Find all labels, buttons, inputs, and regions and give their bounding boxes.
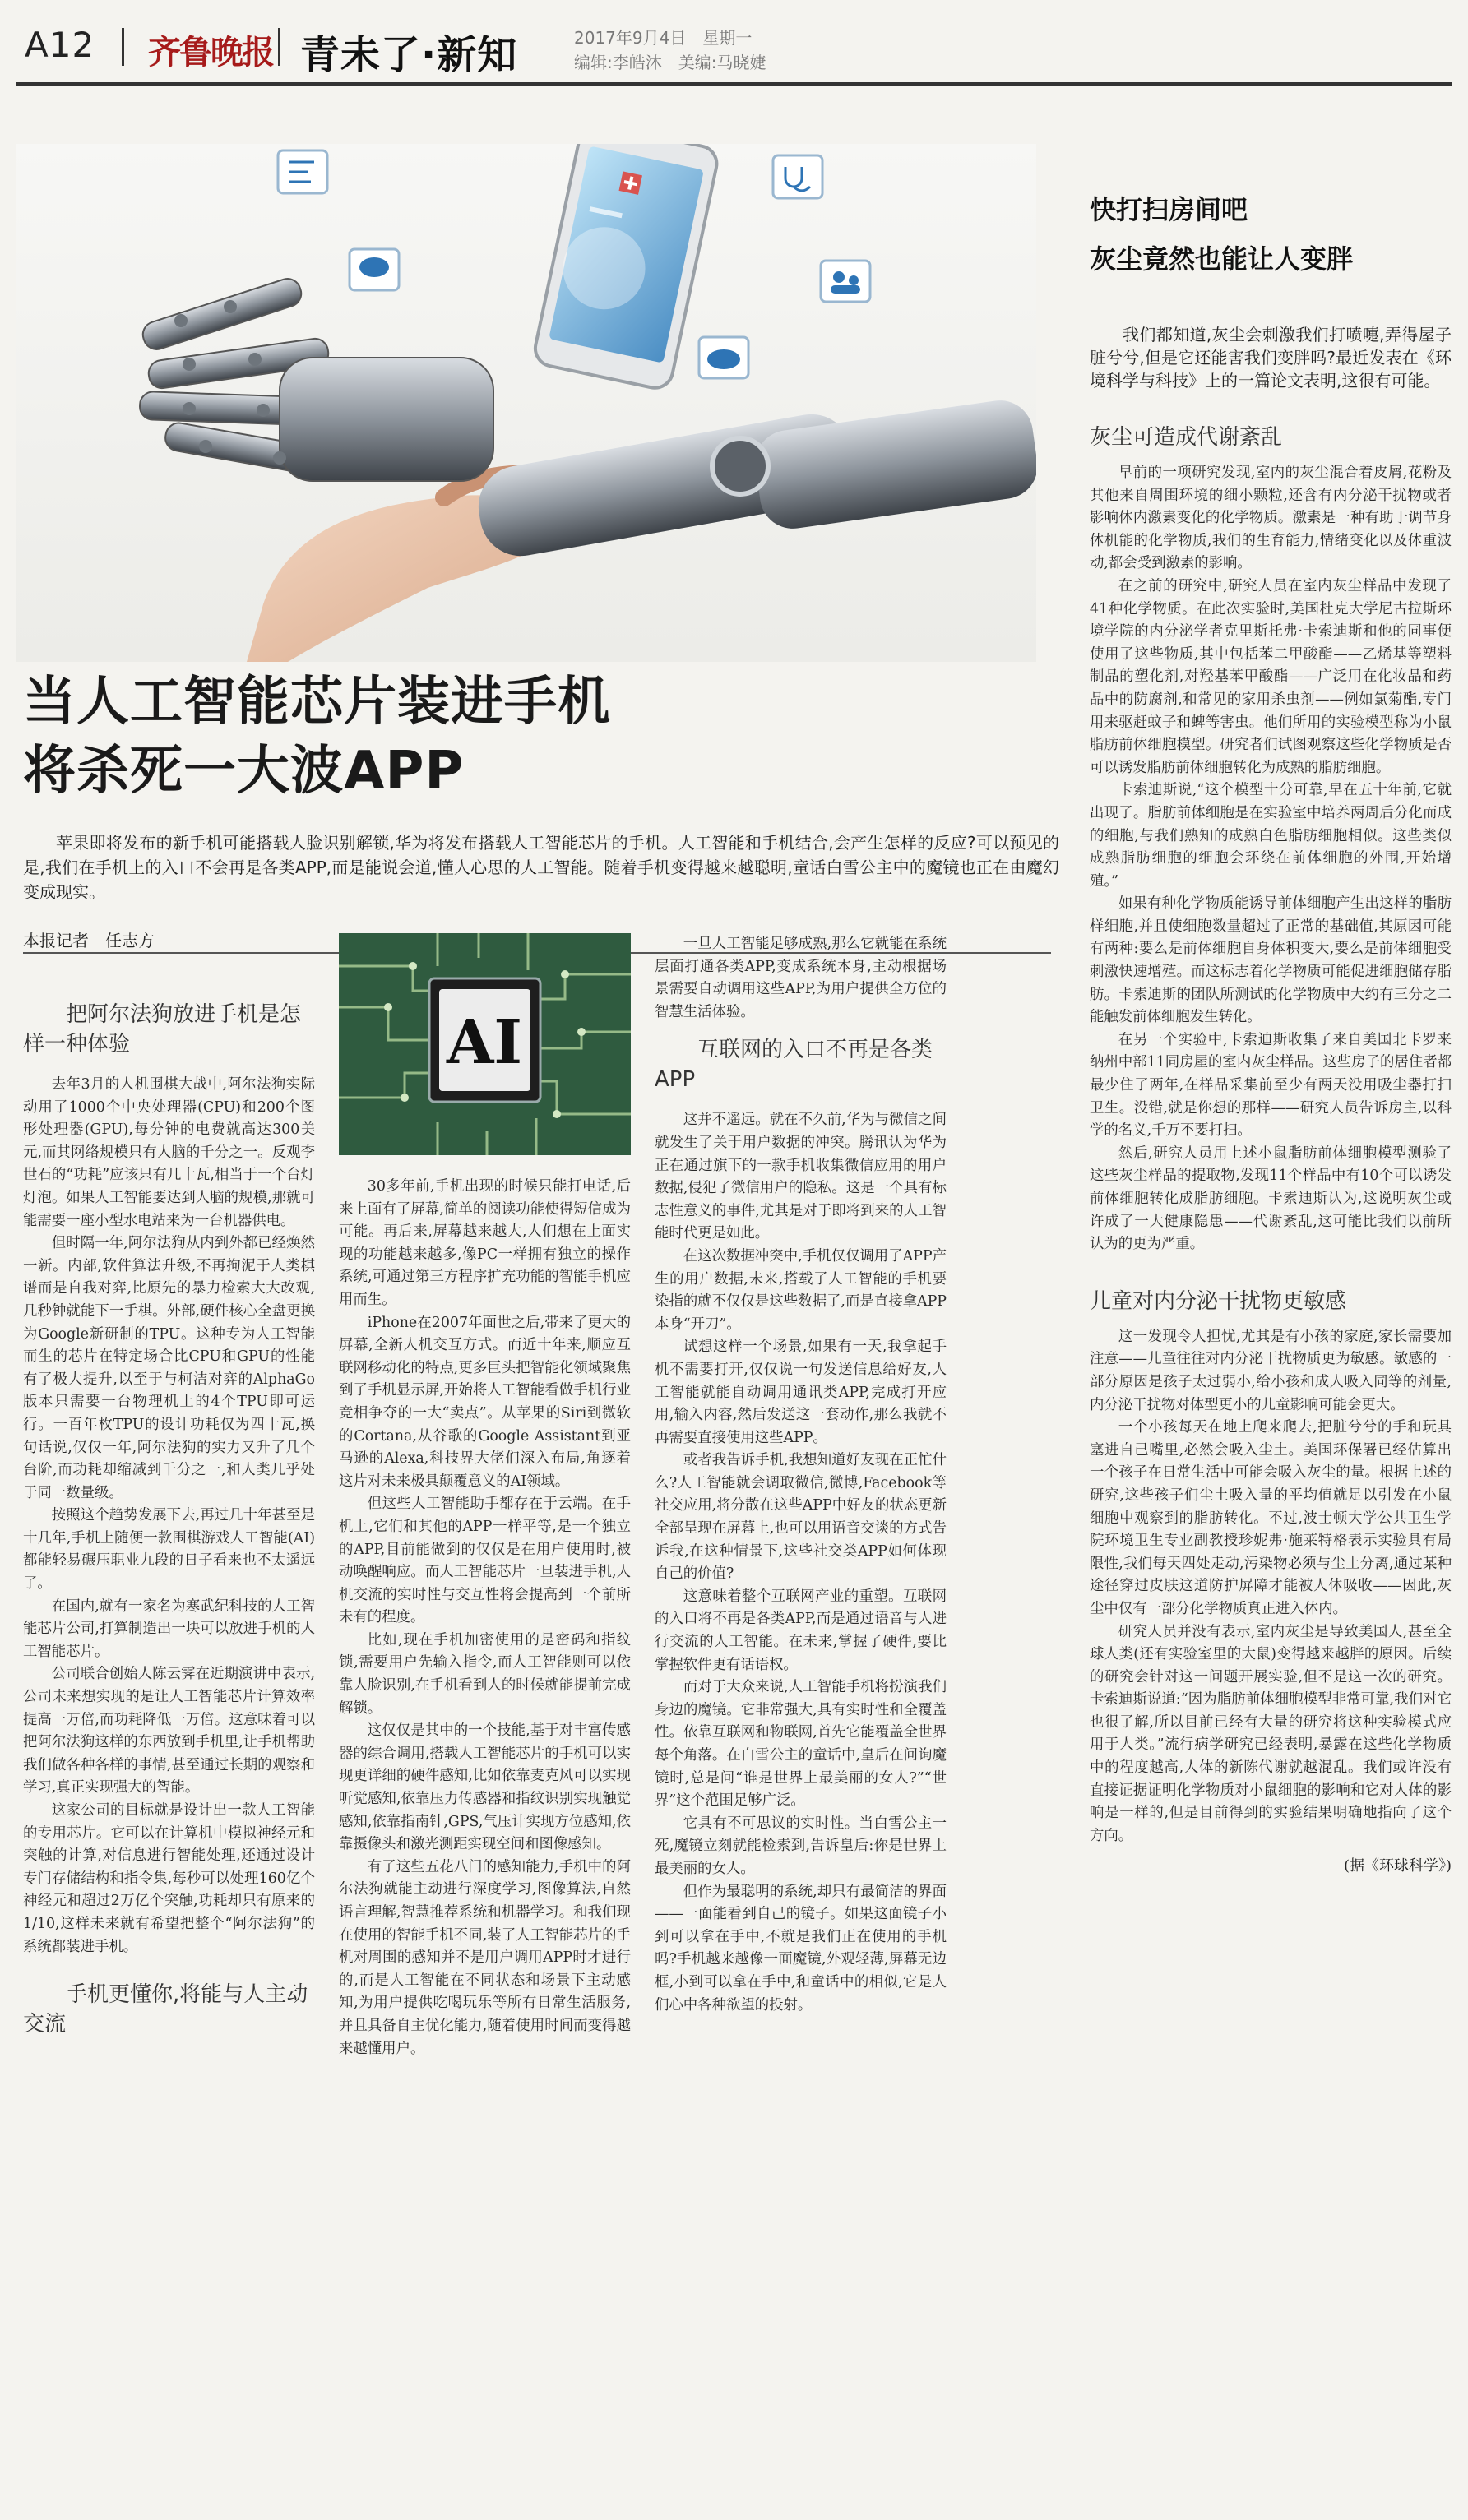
paragraph: 这意味着整个互联网产业的重塑。互联网的入口将不再是各类APP,而是通过语音与人进行交流的人工智能。在未来,掌握了硬件,要比掌握软件更有话语权。 — [655, 1588, 947, 1673]
paragraph: 但作为最聪明的系统,却只有最简洁的界面——一面能看到自己的镜子。如果这面镜子小到可以拿在手中,不就是我们正在使用的手机吗?手机越来越像一面魔镜,外观轻薄,屏幕无边框,小到可以拿在手中,和童话中的相似,它是人们心中各种欲望的投射。 — [655, 1883, 947, 2014]
paragraph: 早前的一项研究发现,室内的灰尘混合着皮屑,花粉及其他来自周围环境的细小颗粒,还含有内分泌干扰物或者影响体内激素变化的化学物质。激素是一种有助于调节身体机能的化学物质,我们的生育能力,情绪变化以及体重波动,都会受到激素的影响。 — [1090, 465, 1452, 572]
paragraph: 在国内,就有一家名为寒武纪科技的人工智能芯片公司,打算制造出一块可以放进手机的人工智能芯片。 — [23, 1598, 315, 1660]
paragraph: iPhone在2007年面世之后,带来了更大的屏幕,全新人机交互方式。而近十年来,顺应互联网移动化的特点,更多巨头把智能化领域聚焦到了手机显示屏,开始将人工智能看做手机行业竞相争夺的一大“卖点”。从苹果的Siri到微软的Cortana,从谷歌的Google Assistant到亚马逊的Alexa,科技界大佬们深入布局,角逐着这片对未来极具颠覆意义的AI领域。 — [339, 1314, 631, 1490]
masthead-rule — [16, 82, 1452, 86]
masthead — [16, 16, 1452, 78]
article-column-1 — [23, 995, 315, 2054]
sidebar-title-line-1: 快打扫房间吧 — [1090, 194, 1248, 225]
chip-label: AI — [446, 1007, 523, 1078]
ai-chip-image — [339, 933, 631, 1155]
byline: 本报记者 任志方 — [23, 931, 155, 950]
column-subheading: 手机更懂你,将能与人主动交流 — [23, 1982, 308, 2037]
sidebar-title-line-2: 灰尘竟然也能让人变胖 — [1090, 243, 1354, 275]
paragraph: 这家公司的目标就是设计出一款人工智能的专用芯片。它可以在计算机中模拟神经元和突触的计算,对信息进行智能处理,还通过设计专门存储结构和指令集,每秒可以处理160亿个神经元和超过2万亿个突触,功耗却只有原来的1/10,这样未来就有希望把整个“阿尔法狗”的系统都装进手机。 — [23, 1802, 315, 1955]
paragraph: 卡索迪斯说,“这个模型十分可靠,早在五十年前,它就出现了。脂肪前体细胞是在实验室中培养两周后分化而成的细胞,与我们熟知的成熟白色脂肪细胞相似。这些类似成熟脂肪细胞的细胞会环绕在前体细胞的外围,开始增殖。” — [1090, 782, 1452, 890]
article-column-2 — [339, 1176, 631, 2060]
smartphone-image — [532, 144, 720, 391]
paragraph: 在另一个实验中,卡索迪斯收集了来自美国北卡罗来纳州中部11同房屋的室内灰尘样品。这些房子的居住者都最少住了两年,在样品采集前至少有两天没用吸尘器打扫卫生。没错,就是你想的那样——研究人员告诉房主,以科学的名义,千万不要打扫。 — [1090, 1031, 1452, 1140]
paragraph: 但这些人工智能助手都存在于云端。在手机上,它们和其他的APP一样平等,是一个独立的APP,目前能做到的仅仅是在用户使用时,被动唤醒响应。而人工智能芯片一旦装进手机,人机交流的实时性与交互性将会提高到一个前所未有的程度。 — [339, 1496, 631, 1626]
paragraph: 它具有不可思议的实时性。当白雪公主一死,魔镜立刻就能检索到,告诉皇后:你是世界上最美丽的女人。 — [655, 1815, 947, 1877]
paragraph: 这并不遥远。就在不久前,华为与微信之间就发生了关于用户数据的冲突。腾讯认为华为正在通过旗下的一款手机收集微信应用的用户数据,侵犯了微信用户的隐私。这是一个具有标志性意义的事件,尤其是对于即将到来的人工智能时代更是如此。 — [655, 1112, 947, 1242]
column-subheading: 互联网的入口不再是各类APP — [655, 1038, 933, 1093]
stethoscope-icon — [773, 155, 822, 198]
masthead-divider — [122, 28, 124, 66]
headline-line-1: 当人工智能芯片装进手机 — [23, 672, 611, 733]
page-number: A12 — [25, 25, 95, 65]
sidebar-article — [1090, 185, 1452, 1875]
article-column-3 — [655, 933, 947, 2017]
paragraph: 试想这样一个场景,如果有一天,我拿起手机不需要打开,仅仅说一句发送信息给好友,人工智能就能自动调用通讯类APP,完成打开应用,输入内容,然后发送这一套动作,那么我就不再需要直接使用这些APP。 — [655, 1339, 947, 1446]
circuit-board-graphic — [339, 933, 631, 1155]
column-subheading: 把阿尔法狗放进手机是怎样一种体验 — [23, 1002, 302, 1057]
paragraph: 研究人员并没有表示,室内灰尘是导致美国人,甚至全球人类(还有实验室里的大鼠)变得越来越胖的原因。后续的研究会针对这一问题开展实验,但不是这一次的研究。卡索迪斯说道:“因为脂肪前体细胞模型非常可靠,我们对它也很了解,所以目前已经有大量的研究将这种实验模式应用于人类。”流行病学研究已经表明,暴露在这些化学物质中的程度越高,人体的新陈代谢就越混乱。我们或许没有直接证据证明化学物质对小鼠细胞的影响和它对人体的影响是一样的,但是目前得到的实验结果明确地指向了这个方向。 — [1090, 1623, 1452, 1844]
paragraph: 这仅仅是其中的一个技能,基于对丰富传感器的综合调用,搭载人工智能芯片的手机可以实现更详细的硬件感知,比如依靠麦克风可以实现听觉感知,依靠压力传感器和指纹识别实现触觉感知,依靠指南针,GPS,气压计实现方位感知,依靠摄像头和激光测距实现空间和图像感知。 — [339, 1722, 631, 1853]
sidebar-lead: 我们都知道,灰尘会刺激我们打喷嚏,弄得屋子脏兮兮,但是它还能害我们变胖吗?最近发表在《环境科学与科技》上的一篇论文表明,这很有可能。 — [1090, 325, 1452, 391]
section-title: 青未了·新知 — [300, 32, 518, 78]
hero-illustration — [16, 144, 1036, 662]
paragraph: 一旦人工智能足够成熟,那么它就能在系统层面打通各类APP,变成系统本身,主动根据场景需要自动调用这些APP,为用户提供全方位的智慧生活体验。 — [655, 936, 947, 1020]
paragraph: 比如,现在手机加密使用的是密码和指纹锁,需要用户先输入指令,而人工智能则可以依靠人脸识别,在手机看到人的时候就能提前完成解锁。 — [339, 1631, 631, 1717]
chat-icon — [350, 249, 399, 290]
paragraph: 或者我告诉手机,我想知道好友现在正忙什么?人工智能就会调取微信,微博,Facebook等社交应用,将分散在这些APP中好友的状态更新全部呈现在屏幕上,也可以用语音交谈的方式告诉我,在这种情景下,这些社交类APP如何体现自己的价值? — [655, 1452, 947, 1583]
article-deck: 苹果即将发布的新手机可能搭载人脸识别解锁,华为将发布搭载人工智能芯片的手机。人工智能和手机结合,会产生怎样的反应?可以预见的是,我们在手机上的入口不会再是各类APP,而是能说会道,懂人心思的人工智能。随着手机变得越来越聪明,童话白雪公主中的魔镜也正在由魔幻变成现实。 — [23, 833, 1059, 902]
paragraph: 在这次数据冲突中,手机仅仅调用了APP产生的用户数据,未来,搭载了人工智能的手机要染指的就不仅仅是这些数据了,而是直接拿APP本身“开刀”。 — [655, 1247, 947, 1333]
paragraph: 但时隔一年,阿尔法狗从内到外都已经焕然一新。内部,软件算法升级,不再拘泥于人类棋谱而是自我对弈,比原先的暴力检索大大改观,几秒钟就能下一手棋。外部,硬件核心全盘更换为Google新研制的TPU。这种专为人工智能而生的芯片在特定场合比CPU和GPU的性能有了极大提升,以至于与柯洁对弈的AlphaGo版本只需要一台物理机上的4个TPU即可运行。一百年枚TPU的设计功耗仅为四十瓦,换句话说,仅仅一年,阿尔法狗的实力又升了几个台阶,而功耗却缩减到千分之一,和人类几乎处于同一数量级。 — [23, 1235, 315, 1501]
paragraph: 这一发现令人担忧,尤其是有小孩的家庭,家长需要加注意——儿童往往对内分泌干扰物质更为敏感。敏感的一部分原因是孩子太过弱小,给小孩和成人吸入同等的剂量,内分泌干扰物对体型更小的儿童影响可能会更大。 — [1090, 1328, 1452, 1413]
paragraph: 公司联合创始人陈云霁在近期演讲中表示,公司未来想实现的是让人工智能芯片计算效率提高一万倍,而功耗降低一万倍。这意味着可以把阿尔法狗这样的东西放到手机里,让手机帮助我们做各种各样的事情,甚至通过长期的观察和学习,真正实现强大的智能。 — [23, 1666, 315, 1796]
users-icon — [821, 261, 870, 302]
paragraph: 而对于大众来说,人工智能手机将扮演我们身边的魔镜。它非常强大,具有实时性和全覆盖性。依靠互联网和物联网,首先它能覆盖全世界每个角落。在白雪公主的童话中,皇后在问询魔镜时,总是问“谁是世界上最美丽的女人?”“世界”这个范围足够广泛。 — [655, 1679, 947, 1810]
editor-credits: 编辑:李皓沐 美编:马晓婕 — [574, 53, 766, 72]
checklist-icon — [278, 150, 327, 193]
newspaper-logo: 齐鲁晚报 — [148, 33, 273, 72]
paragraph: 如果有种化学物质能诱导前体细胞产生出这样的脂肪样细胞,并且使细胞数量超过了正常的基础值,其原因可能有两种:要么是前体细胞自身体积变大,要么是前体细胞受刺激快速增殖。而这标志着化学物质可能促进细胞储存脂肪。卡索迪斯的团队所测试的化学物质中大约有三分之二能触发前体细胞发生转化。 — [1090, 895, 1452, 1026]
main-headline — [23, 668, 611, 806]
paragraph: 在之前的研究中,研究人员在室内灰尘样品中发现了41种化学物质。在此次实验时,美国杜克大学尼古拉斯环境学院的内分泌学者克里斯托弗·卡索迪斯和他的同事便使用了这些物质,其中包括苯二甲酸酯——乙烯基等塑料制品的塑化剂,对羟基苯甲酸酯——广泛用在化妆品和药品中的防腐剂,和常见的家用杀虫剂——例如氯菊酯,专门用来驱赶蚊子和蜱等害虫。他们所用的实验模型称为小鼠脂肪前体细胞模型。研究者们试图观察这些化学物质是否可以诱发脂肪前体细胞转化为成熟的脂肪细胞。 — [1090, 577, 1452, 776]
paragraph: 30多年前,手机出现的时候只能打电话,后来上面有了屏幕,简单的阅读功能使得短信成为可能。再后来,屏幕越来越大,人们想在上面实现的功能越来越多,像PC一样拥有独立的操作系统,可通过第三方程序扩充功能的智能手机应用而生。 — [339, 1178, 631, 1308]
paragraph: 去年3月的人机围棋大战中,阿尔法狗实际动用了1000个中央处理器(CPU)和200个图形处理器(GPU),每分钟的电费就高达300美元,而其网络规模只有人脑的千分之一。反观李世石的“功耗”应该只有几十瓦,相当于一个台灯灯泡。如果人工智能要达到人脑的规模,那就可能需要一座小型水电站来为一台机器供电。 — [23, 1076, 315, 1229]
paragraph: 有了这些五花八门的感知能力,手机中的阿尔法狗就能主动进行深度学习,图像算法,自然语言理解,智慧推荐系统和机器学习。和我们现在使用的智能手机不同,装了人工智能芯片的手机对周围的感知并不是用户调用APP时才进行的,而是人工智能在不同状态和场景下主动感知,为用户提供吃喝玩乐等所有日常生活服务,并且具备自主优化能力,随着使用时间而变得越来越懂用户。 — [339, 1858, 631, 2057]
robot-handshake-illustration — [16, 144, 1036, 662]
headline-line-2: 将杀死一大波APP — [23, 741, 465, 802]
masthead-divider — [278, 28, 280, 66]
issue-date: 2017年9月4日 星期一 — [574, 28, 753, 48]
cloud-sync-icon — [699, 337, 748, 378]
sidebar-subheading: 灰尘可造成代谢紊乱 — [1090, 425, 1283, 450]
paragraph: 一个小孩每天在地上爬来爬去,把脏兮兮的手和玩具塞进自己嘴里,必然会吸入尘土。美国环保署已经估算出一个孩子在日常生活中可能会吸入灰尘的量。根据上述的研究,这些孩子们尘土吸入量的平均值就足以引发在小鼠细胞中观察到的脂肪转化。不过,波士顿大学公共卫生学院环境卫生专业副教授珍妮弗·施莱特格表示实验具有局限性,我们每天四处走动,污染物必须与尘土分离,通过某种途径穿过皮肤这道防护屏障才能被人体吸收——因此,灰尘中仅有一部分化学物质真正进入体内。 — [1090, 1419, 1452, 1617]
sidebar-source: (据《环球科学》) — [1343, 1857, 1452, 1875]
sidebar-subheading: 儿童对内分泌干扰物更敏感 — [1090, 1288, 1347, 1314]
paragraph: 按照这个趋势发展下去,再过几十年甚至是十几年,手机上随便一款围棋游戏人工智能(AI)都能轻易碾压职业九段的日子看来也不太遥远了。 — [23, 1507, 315, 1593]
paragraph: 然后,研究人员用上述小鼠脂肪前体细胞模型测验了这些灰尘样品的提取物,发现11个样品中有10个可以诱发前体细胞转化成脂肪细胞。卡索迪斯认为,这说明灰尘或许成了一大健康隐患——代谢紊乱,这可能比我们以前所认为的更为严重。 — [1090, 1144, 1452, 1253]
